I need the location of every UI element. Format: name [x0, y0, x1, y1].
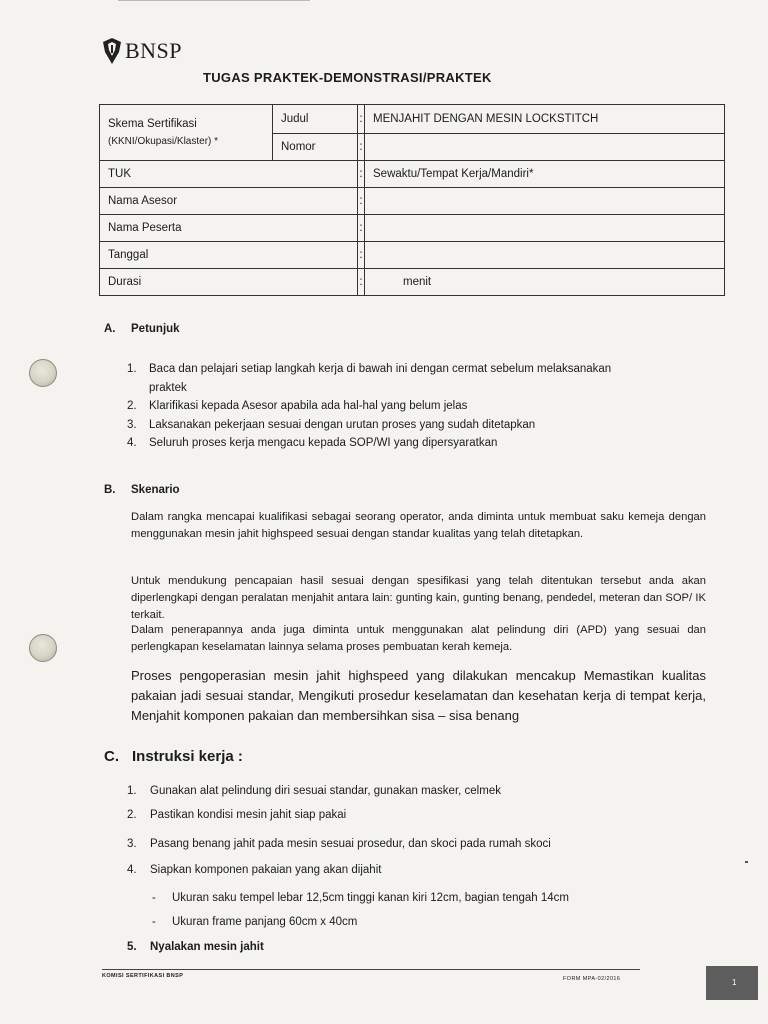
tuk-label: TUK [100, 161, 358, 188]
petunjuk-list [127, 360, 709, 453]
list-item: 2. Klarifikasi kepada Asesor apabila ada hal-hal yang belum jelas [127, 400, 468, 412]
list-item: 4. Seluruh proses kerja mengacu kepada SOP/WI yang dipersyaratkan [127, 437, 498, 449]
instruksi-list [127, 838, 551, 850]
instruksi-list [127, 941, 264, 953]
list-item: 5. Nyalakan mesin jahit [127, 941, 264, 953]
skema-sublabel: (KKNI/Okupasi/Klaster) * [108, 135, 219, 147]
list-item: 4. Siapkan komponen pakaian yang akan dijahit [127, 864, 382, 876]
footer-left-text: KOMISI SERTIFIKASI BNSP [102, 973, 184, 979]
section-title: Skenario [131, 484, 180, 496]
table-row [100, 105, 725, 134]
list-item: 3. Laksanakan pekerjaan sesuai dengan urutan proses yang sudah ditetapkan [127, 418, 536, 431]
section-c-heading [104, 748, 243, 765]
tuk-value[interactable]: Sewaktu/Tempat Kerja/Mandiri* [365, 161, 725, 188]
judul-value[interactable]: MENJAHIT DENGAN MESIN LOCKSTITCH [365, 105, 725, 134]
instruksi-list [127, 785, 501, 809]
skenario-paragraph-1: Dalam rangka mencapai kualifikasi sebagai seorang operator, anda diminta untuk membuat saku kemeja dengan menggunakan mesin jahit highspeed sesuai dengan standar kualitas yang telah ditetapkan. [131, 511, 706, 540]
durasi-value[interactable]: menit [365, 269, 725, 296]
sub-list-item: - Ukuran saku tempel lebar 12,5cm tinggi kanan kiri 12cm, bagian tengah 14cm [152, 892, 569, 904]
skenario-paragraph-4: Proses pengoperasian mesin jahit highspeed yang dilakukan mencakup Memastikan kualitas pakaian jadi sesuai standar, Mengikuti prosedur keselamatan dan kesehatan kerja di tempat kerja, Menjahit komponen pakaian dan membersihkan sisa – sisa benang [131, 668, 706, 723]
skema-label-cell [100, 105, 273, 161]
section-letter: A. [104, 323, 116, 335]
section-title: Instruksi kerja : [132, 748, 243, 765]
separator: : [358, 188, 365, 215]
tanggal-label: Tanggal [100, 242, 358, 269]
bnsp-logo [100, 36, 182, 66]
nomor-value[interactable] [365, 134, 725, 161]
section-b-heading [104, 484, 180, 496]
punch-hole [29, 634, 57, 662]
skenario-paragraph-3: Dalam penerapannya anda juga diminta untuk menggunakan alat pelindung diri (APD) yang sesuai dan perlengkapan keselamatan lainnya selama proses pembuatan kerah kemeja. [131, 624, 706, 653]
peserta-label: Nama Peserta [100, 215, 358, 242]
table-row [100, 215, 725, 242]
page-number: 1 [732, 978, 737, 987]
peserta-value[interactable] [365, 215, 725, 242]
instruksi-list [127, 864, 381, 876]
sub-list-item: - Ukuran frame panjang 60cm x 40cm [152, 916, 358, 928]
durasi-label: Durasi [100, 269, 358, 296]
instruksi-list [127, 809, 346, 821]
section-title: Petunjuk [131, 323, 180, 335]
punch-hole [29, 359, 57, 387]
skema-label: Skema Sertifikasi [108, 117, 197, 130]
table-row [100, 188, 725, 215]
list-item: 1. Gunakan alat pelindung diri sesuai standar, gunakan masker, celmek [127, 785, 501, 797]
separator: : [358, 134, 365, 161]
bnsp-emblem-icon [100, 36, 124, 66]
table-row [100, 242, 725, 269]
table-row [100, 161, 725, 188]
table-row [100, 269, 725, 296]
scan-speck [745, 861, 748, 863]
footer-right-text: FORM MPA-02/2016 [563, 976, 621, 982]
separator: : [358, 161, 365, 188]
separator: : [358, 105, 365, 134]
asesor-value[interactable] [365, 188, 725, 215]
nomor-label: Nomor [273, 134, 358, 161]
separator: : [358, 242, 365, 269]
logo-text: BNSP [125, 38, 183, 63]
skenario-paragraph-2: Untuk mendukung pencapaian hasil sesuai dengan spesifikasi yang telah ditentukan tersebut anda akan diperlengkapi dengan peralatan menjahit antara lain: gunting kain, gunting benang, pendedel, meteran dan SOP/ IK terkait. [131, 575, 706, 621]
section-a-heading [104, 323, 180, 335]
separator: : [358, 215, 365, 242]
list-item: praktek [149, 381, 187, 394]
section-letter: B. [104, 484, 116, 496]
list-item: 1. Baca dan pelajari setiap langkah kerja di bawah ini dengan cermat sebelum melaksanakan [127, 363, 612, 375]
tanggal-value[interactable] [365, 242, 725, 269]
separator: : [358, 269, 365, 296]
page-stamp [706, 966, 758, 1000]
list-item: 2. Pastikan kondisi mesin jahit siap pakai [127, 809, 347, 821]
asesor-label: Nama Asesor [100, 188, 358, 215]
info-table [99, 104, 725, 296]
top-edge-line [118, 0, 310, 1]
footer-rule [102, 969, 640, 970]
document-title: TUGAS PRAKTEK-DEMONSTRASI/PRAKTEK [203, 70, 492, 85]
section-letter: C. [104, 748, 119, 765]
judul-label: Judul [273, 105, 358, 134]
list-item: 3. Pasang benang jahit pada mesin sesuai prosedur, dan skoci pada rumah skoci [127, 838, 551, 850]
